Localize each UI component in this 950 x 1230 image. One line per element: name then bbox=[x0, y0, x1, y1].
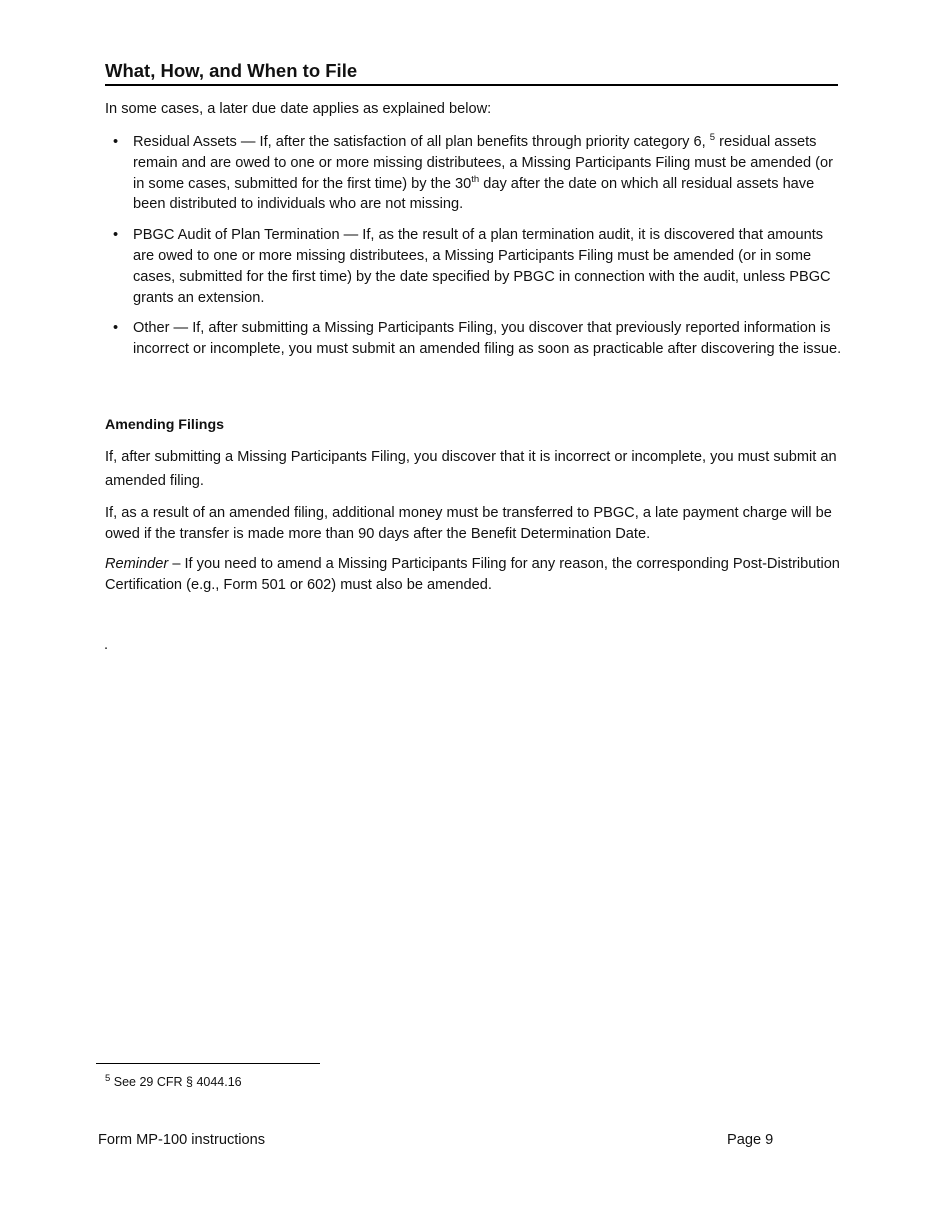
footnote-reference: 5 bbox=[709, 132, 716, 144]
bullet-icon: • bbox=[113, 227, 119, 244]
reminder-text: – If you need to amend a Missing Participants Filing for any reason, the corresponding Post-Distribution Certification (e.g., Form 501 or 602) must also be amended. bbox=[105, 556, 840, 593]
footnote-separator bbox=[96, 1063, 320, 1064]
bullet-text: PBGC Audit of Plan Termination — If, as the result of a plan termination audit, it is discovered that amounts are owed to one or more missing distributees, a Missing Participants Filing must be amended (or in some cases, submitted for the first time) by the date specified by PBGC in connection with the audit, unless PBGC grants an extension. bbox=[133, 227, 831, 306]
footnote-number: 5 bbox=[105, 1072, 111, 1084]
stray-period: . bbox=[104, 637, 109, 653]
reminder-paragraph bbox=[105, 554, 840, 596]
reminder-label: Reminder bbox=[105, 556, 169, 572]
bullet-text: Other — If, after submitting a Missing Participants Filing, you discover that previously reported information is incorrect or incomplete, you must submit an amended filing as soon as practicable after discovering the issue. bbox=[133, 320, 842, 358]
amending-paragraph-1: If, after submitting a Missing Participants Filing, you discover that it is incorrect or incomplete, you must submit an amended filing. bbox=[105, 449, 837, 489]
bullet-icon: • bbox=[113, 134, 119, 150]
bullet-residual-assets bbox=[105, 132, 845, 215]
intro-text: In some cases, a later due date applies as explained below: bbox=[105, 101, 492, 117]
amending-filings-heading: Amending Filings bbox=[105, 417, 225, 433]
footer-form-name: Form MP-100 instructions bbox=[98, 1132, 266, 1148]
ordinal-suffix: th bbox=[471, 173, 480, 185]
bullet-text-part: Residual Assets — If, after the satisfaction of all plan benefits through priority category 6, bbox=[133, 134, 710, 150]
bullet-text-part: residual assets remain and are owed to one or more missing distributees, a Missing Participants Filing must be amended (or in some cases, submitted for the first time) by the 30 bbox=[133, 134, 834, 192]
amending-paragraph-2: If, as a result of an amended filing, additional money must be transferred to PBGC, a late payment charge will be owed if the transfer is made more than 90 days after the Benefit Determination Date. bbox=[105, 505, 832, 542]
bullet-other bbox=[105, 318, 845, 360]
bullet-pbgc-audit bbox=[105, 225, 845, 308]
footer-page-number: Page 9 bbox=[727, 1132, 774, 1148]
bullet-text-part: day after the date on which all residual assets have been distributed to individuals who are not missing. bbox=[133, 175, 815, 213]
section-heading: What, How, and When to File bbox=[105, 59, 838, 86]
bullet-icon: • bbox=[113, 320, 119, 337]
footnote bbox=[105, 1073, 242, 1091]
footnote-text: See 29 CFR § 4044.16 bbox=[110, 1075, 242, 1089]
due-date-bullet-list bbox=[105, 132, 845, 370]
